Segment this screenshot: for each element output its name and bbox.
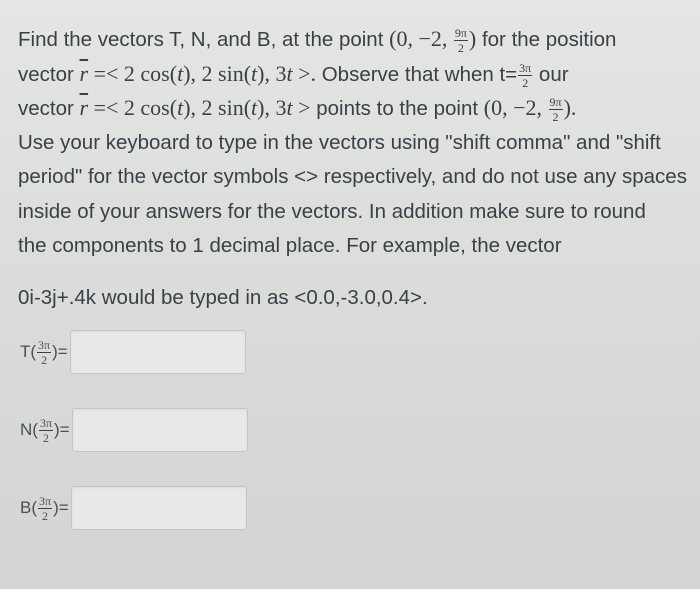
fraction-9pi-over-2 bbox=[454, 27, 468, 54]
fraction-3pi-over-2 bbox=[39, 417, 53, 444]
vector-function bbox=[88, 61, 316, 86]
problem-line-3 bbox=[18, 91, 700, 126]
math-variable-t: t bbox=[251, 60, 258, 86]
label-suffix: )= bbox=[54, 420, 70, 439]
label-prefix: N( bbox=[20, 420, 38, 439]
math-text: ), 3 bbox=[257, 60, 287, 86]
math-text: ), 3 bbox=[257, 95, 287, 120]
point-close: ). bbox=[563, 95, 577, 120]
label-suffix: )= bbox=[53, 498, 69, 517]
normal-vector-input[interactable] bbox=[72, 408, 248, 452]
label-prefix: B( bbox=[20, 498, 37, 517]
math-text: > bbox=[292, 95, 311, 120]
vector-r-symbol: $\overline{r}$ bbox=[79, 60, 89, 86]
fraction-numerator: 3π bbox=[39, 415, 53, 430]
problem-line-6: inside of your answers for the vectors. In addition make sure to round bbox=[18, 199, 646, 223]
answer-row-T bbox=[20, 330, 246, 374]
point-expression bbox=[483, 95, 577, 125]
point-expression bbox=[389, 26, 477, 56]
binormal-vector-input[interactable] bbox=[71, 486, 247, 530]
fraction-numerator: 3π bbox=[39, 493, 52, 508]
answer-label-T bbox=[20, 339, 68, 366]
fraction-9pi-over-2 bbox=[549, 96, 563, 123]
math-variable-t: t bbox=[177, 95, 184, 120]
fraction-denominator: 2 bbox=[42, 430, 49, 445]
problem-text: our bbox=[538, 62, 569, 86]
math-variable-t: t bbox=[251, 95, 258, 120]
vector-r-symbol: $\overline{r}$ bbox=[79, 95, 89, 120]
point-close: ) bbox=[468, 26, 477, 51]
fraction-3pi-over-2 bbox=[37, 339, 51, 366]
problem-line-7: the components to 1 decimal place. For example, the vector bbox=[18, 234, 562, 257]
answer-row-B bbox=[20, 486, 247, 530]
fraction-denominator: 2 bbox=[42, 508, 49, 523]
math-variable-t: t bbox=[286, 95, 293, 120]
fraction-denominator: 2 bbox=[41, 352, 48, 367]
fraction-numerator: 9π bbox=[454, 26, 467, 41]
problem-text: vector bbox=[18, 62, 74, 86]
math-text: >. bbox=[292, 60, 317, 86]
fraction-denominator: 2 bbox=[457, 41, 464, 56]
answer-label-N bbox=[20, 417, 70, 444]
answer-label-B bbox=[20, 495, 69, 522]
problem-text: for the position bbox=[481, 28, 617, 51]
tangent-vector-input[interactable] bbox=[70, 330, 246, 374]
math-variable-t: t bbox=[286, 60, 293, 86]
fraction-3pi-over-2 bbox=[518, 62, 532, 89]
fraction-numerator: 3π bbox=[519, 60, 532, 75]
problem-text: points to the point bbox=[316, 97, 479, 120]
problem-line-1 bbox=[18, 22, 700, 57]
label-prefix: T( bbox=[20, 342, 37, 361]
problem-text: Observe that when t= bbox=[321, 62, 518, 86]
fraction-numerator: 3π bbox=[38, 337, 51, 352]
problem-line-2 bbox=[18, 57, 700, 92]
problem-statement bbox=[18, 22, 700, 264]
math-text: =< 2 cos( bbox=[88, 60, 178, 86]
fraction-3pi-over-2 bbox=[38, 495, 52, 522]
problem-line-4: Use your keyboard to type in the vectors using "shift comma" and "shift bbox=[18, 130, 661, 154]
answer-row-N bbox=[20, 408, 248, 452]
problem-text: Find the vectors T, N, and B, at the point bbox=[18, 28, 384, 51]
point-open: (0, −2, bbox=[483, 95, 548, 120]
fraction-denominator: 2 bbox=[552, 110, 559, 125]
label-suffix: )= bbox=[52, 342, 68, 361]
math-variable-t: t bbox=[177, 60, 184, 86]
point-open: (0, −2, bbox=[389, 26, 453, 51]
math-text: =< 2 cos( bbox=[88, 95, 178, 120]
fraction-denominator: 2 bbox=[522, 75, 529, 90]
problem-line-5: period" for the vector symbols <> respectively, and do not use any spaces bbox=[18, 165, 687, 188]
problem-text: vector bbox=[18, 97, 74, 120]
fraction-numerator: 9π bbox=[549, 95, 562, 110]
vector-function bbox=[88, 95, 310, 120]
example-text: 0i-3j+.4k would be typed in as <0.0,-3.0,0.4>. bbox=[18, 286, 428, 309]
math-text: ), 2 sin( bbox=[183, 60, 252, 86]
math-text: ), 2 sin( bbox=[183, 95, 252, 120]
